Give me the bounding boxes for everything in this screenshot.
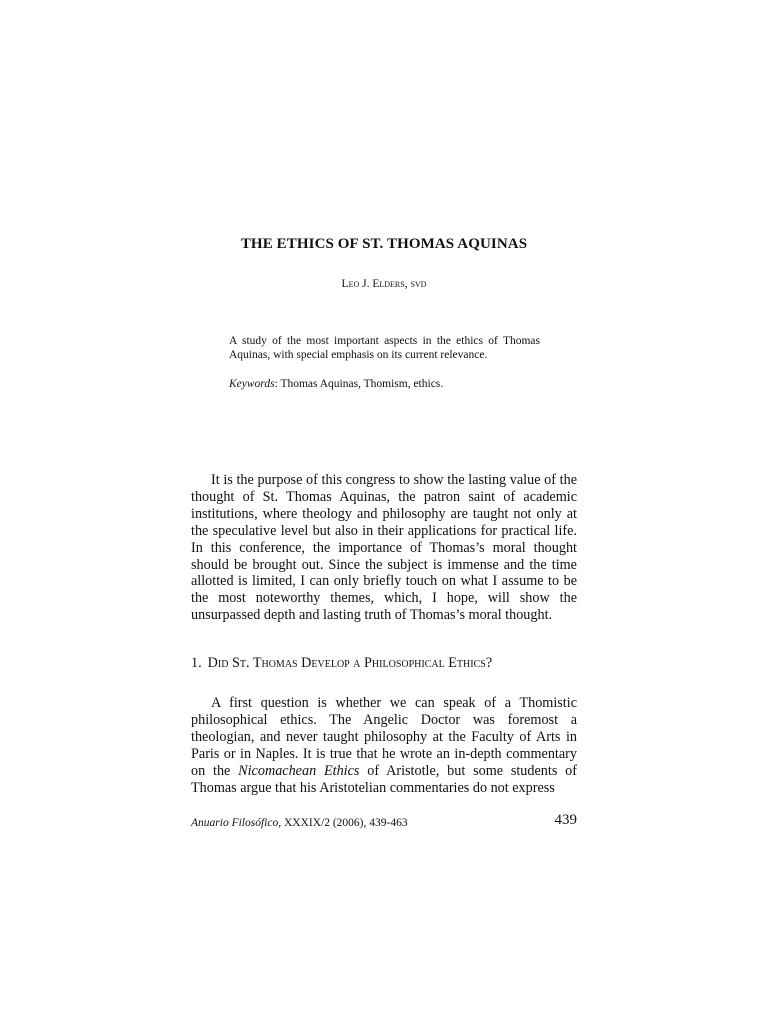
page-number: 439 <box>554 812 577 828</box>
keywords-text: Thomas Aquinas, Thomism, ethics. <box>280 378 444 390</box>
intro-section <box>191 472 577 624</box>
section-paragraph-italic: Nicomachean Ethics <box>238 762 360 779</box>
citation-details: , XXXIX/2 (2006), 439-463 <box>278 817 408 829</box>
section-paragraph-part1: A first question is whether we can speak of a Thomistic philosophical ethics. The Angelic Doctor was foremost a theologian, and never taught philosophy at the Faculty of Arts in Paris or in Naples. It is true that he wrote an in-depth commentary on the <box>191 695 577 779</box>
section-title: Did St. Thomas Develop a Philosophical Ethics? <box>207 655 493 671</box>
section-paragraph-part2: of Aristotle, but some students of Thomas argue that his Aristotelian commentaries do not express <box>191 762 577 796</box>
paper-title: THE ETHICS OF ST. THOMAS AQUINAS <box>240 236 528 252</box>
author-name: Leo J. Elders, svd <box>341 278 427 290</box>
intro-paragraph: It is the purpose of this congress to show the lasting value of the thought of St. Thomas Aquinas, the patron saint of academic institutions, where theology and philosophy are taught not only at the speculative level but also in their applications for practical life. In this conference, the importance of Thomas’s moral thought should be brought out. Since the subject is immense and the time allotted is limited, I can only briefly touch on what I assume to be the most noteworthy themes, which, I hope, will show the unsurpassed depth and lasting truth of Thomas’s moral thought. <box>191 472 577 624</box>
section-number: 1. <box>191 655 202 671</box>
keywords-label: Keywords <box>229 378 275 390</box>
section-body <box>191 695 577 796</box>
abstract: A study of the most important aspects in the ethics of Thomas Aquinas, with special emphasis on its current relevance. <box>229 335 540 361</box>
section-heading <box>191 655 577 672</box>
section-paragraph <box>191 695 577 796</box>
footer-citation <box>191 817 577 829</box>
keywords <box>229 377 540 391</box>
keywords-separator: : <box>274 378 281 390</box>
journal-name: Anuario Filosófico <box>191 817 279 829</box>
